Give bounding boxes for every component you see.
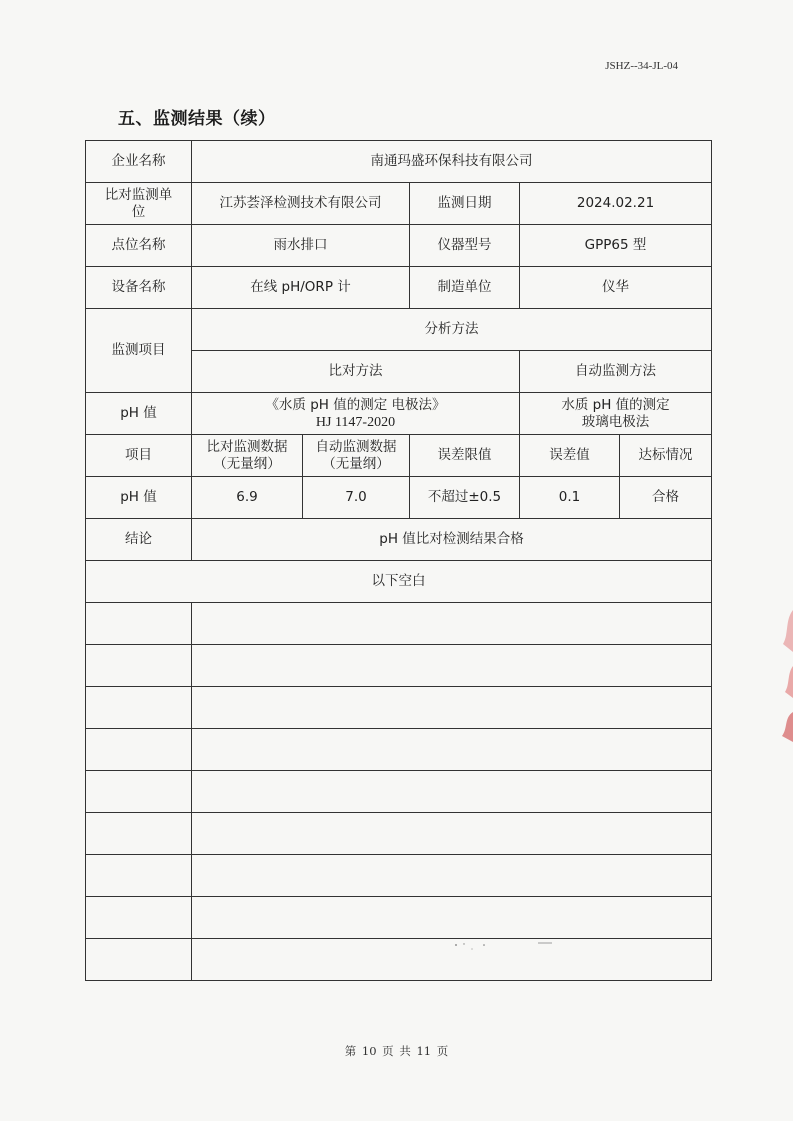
comparison-method-label: 比对方法 [192,351,520,393]
header-comparison-data: 比对监测数据（无量纲） [192,435,303,477]
device-name-value: 在线 pH/ORP 计 [192,267,410,309]
blank-cell [86,771,192,813]
result-comparison-data: 6.9 [192,477,303,519]
blank-cell [86,939,192,981]
enterprise-value: 南通玛盛环保科技有限公司 [192,141,712,183]
blank-cell [192,603,712,645]
table-row [86,183,712,225]
instrument-model-value: GPP65 型 [520,225,712,267]
document-code: JSHZ--34-JL-04 [605,60,678,72]
auto-method-label: 自动监测方法 [520,351,712,393]
result-item: pH 值 [86,477,192,519]
comparison-method-code: HJ 1147-2020 [315,414,396,430]
header-auto-data: 自动监测数据（无量纲） [303,435,410,477]
auto-method-value [520,393,712,435]
blank-cell [192,813,712,855]
blank-row [86,897,712,939]
blank-cell [86,855,192,897]
device-name-label: 设备名称 [86,267,192,309]
blank-cell [86,645,192,687]
table-row [86,141,712,183]
monitor-item-label: 监测项目 [86,309,192,393]
blank-row [86,603,712,645]
blank-cell [192,897,712,939]
monitoring-results-table [85,140,712,981]
auto-method-electrode: 玻璃电极法 [581,413,650,430]
analysis-method-label: 分析方法 [192,309,712,351]
blank-cell [192,645,712,687]
manufacturer-label: 制造单位 [410,267,520,309]
conclusion-label: 结论 [86,519,192,561]
table-row [86,309,712,351]
ph-label: pH 值 [86,393,192,435]
monitor-date-value: 2024.02.21 [520,183,712,225]
comparison-method-standard: 《水质 pH 值的测定 电极法》 [265,396,446,413]
blank-cell [86,603,192,645]
table-row [86,561,712,603]
result-error-value: 0.1 [520,477,620,519]
table-header-row [86,435,712,477]
blank-cell [86,687,192,729]
point-value: 雨水排口 [192,225,410,267]
table-row [86,393,712,435]
manufacturer-value: 仪华 [520,267,712,309]
blank-row [86,813,712,855]
blank-cell [192,729,712,771]
section-title: 五、监测结果（续） [118,109,276,129]
blank-row [86,855,712,897]
comparison-method-value [192,393,520,435]
blank-row [86,729,712,771]
blank-cell [192,855,712,897]
page-footer: 第 10 页 共 11 页 [344,1044,449,1058]
blank-row [86,771,712,813]
enterprise-label: 企业名称 [86,141,192,183]
header-error-value: 误差值 [520,435,620,477]
blank-cell [192,687,712,729]
instrument-model-label: 仪器型号 [410,225,520,267]
blank-cell [192,771,712,813]
header-compliance: 达标情况 [620,435,712,477]
result-compliance: 合格 [620,477,712,519]
monitor-date-label: 监测日期 [410,183,520,225]
auto-method-standard: 水质 pH 值的测定 [561,396,670,413]
blank-cell [86,813,192,855]
comparison-unit-value: 江苏荟泽检测技术有限公司 [192,183,410,225]
scan-specks [450,940,560,954]
table-row [86,225,712,267]
table-row [86,477,712,519]
blank-row [86,687,712,729]
comparison-unit-label: 比对监测单位 [86,183,192,225]
blank-row [86,645,712,687]
table-row [86,519,712,561]
conclusion-value: pH 值比对检测结果合格 [192,519,712,561]
blank-cell [86,729,192,771]
stamp-edge-mark [779,600,793,750]
blank-cell [86,897,192,939]
header-item: 项目 [86,435,192,477]
result-error-limit: 不超过±0.5 [410,477,520,519]
table-row [86,267,712,309]
blank-row [86,939,712,981]
blank-note: 以下空白 [86,561,712,603]
result-auto-data: 7.0 [303,477,410,519]
header-error-limit: 误差限值 [410,435,520,477]
point-label: 点位名称 [86,225,192,267]
